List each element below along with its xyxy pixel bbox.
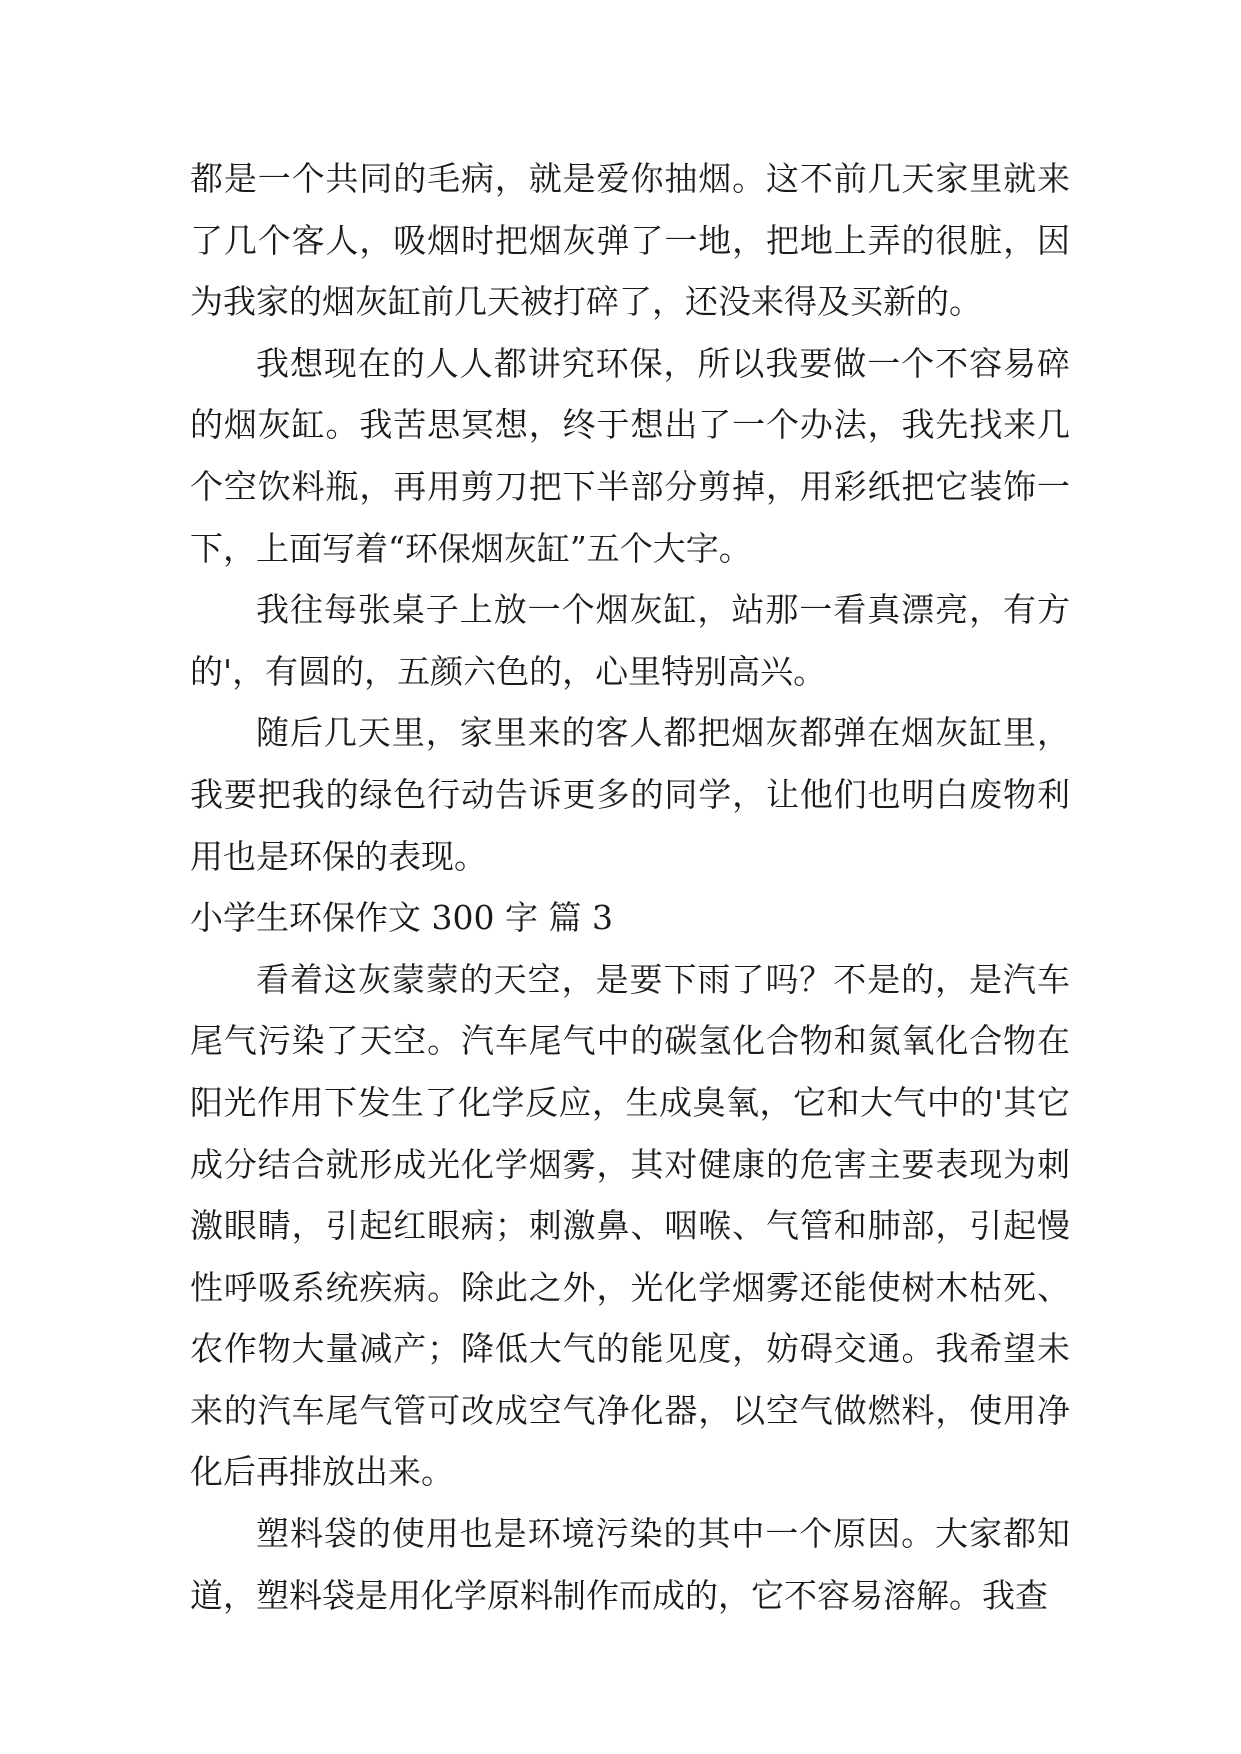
paragraph-2: 我想现在的人人都讲究环保，所以我要做一个不容易碎的烟灰缸。我苦思冥想，终于想出了一个办法，我先找来几个空饮料瓶，再用剪刀把下半部分剪掉，用彩纸把它装饰一下，上面写着“环保烟灰缸”五个大字。 bbox=[190, 343, 1070, 568]
paragraph-5: 看着这灰蒙蒙的天空，是要下雨了吗？不是的，是汽车尾气污染了天空。汽车尾气中的碳氢化合物和氮氧化合物在阳光作用下发生了化学反应，生成臭氧，它和大气中的'其它成分结合就形成光化学烟雾，其对健康的危害主要表现为刺激眼睛，引起红眼病；刺激鼻、咽喉、气管和肺部，引起慢性呼吸系统疾病。除此之外，光化学烟雾还能使树木枯死、农作物大量减产；降低大气的能见度，妨碍交通。我希望未来的汽车尾气管可改成空气净化器，以空气做燃料，使用净化后再排放出来。 bbox=[190, 959, 1070, 1492]
paragraph-3: 我往每张桌子上放一个烟灰缸，站那一看真漂亮，有方的'，有圆的，五颜六色的，心里特别高兴。 bbox=[190, 590, 1070, 691]
section-heading: 小学生环保作文 300 字 篇 3 bbox=[190, 898, 613, 938]
paragraph-6: 塑料袋的使用也是环境污染的其中一个原因。大家都知道，塑料袋是用化学原料制作而成的，它不容易溶解。我查 bbox=[190, 1514, 1070, 1615]
paragraph-1: 都是一个共同的毛病，就是爱你抽烟。这不前几天家里就来了几个客人，吸烟时把烟灰弹了一地，把地上弄的很脏，因为我家的烟灰缸前几天被打碎了，还没来得及买新的。 bbox=[190, 159, 1070, 322]
document-body bbox=[190, 148, 1070, 1626]
paragraph-4: 随后几天里，家里来的客人都把烟灰都弹在烟灰缸里，我要把我的绿色行动告诉更多的同学，让他们也明白废物利用也是环保的表现。 bbox=[190, 713, 1070, 876]
